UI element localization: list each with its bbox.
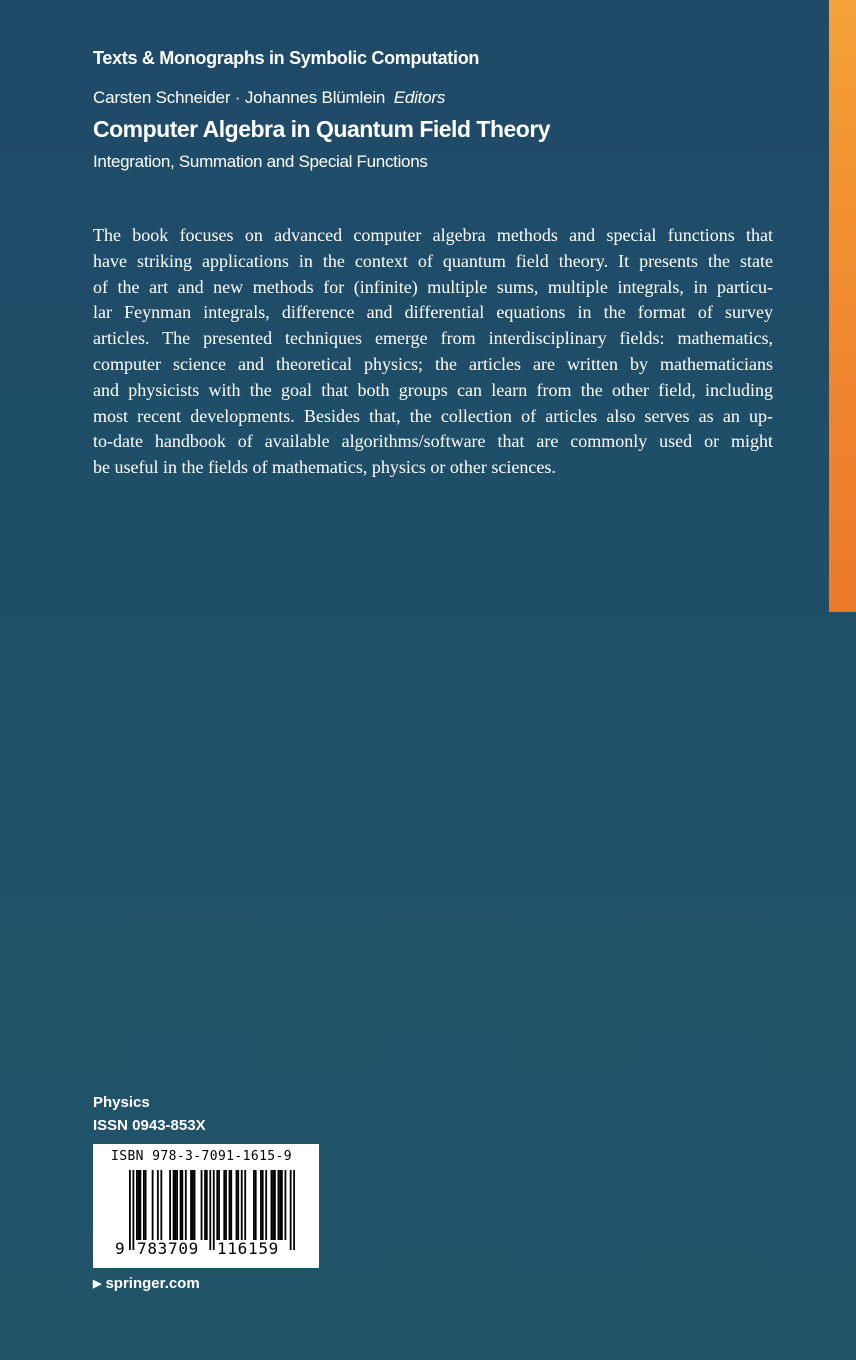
barcode-bar [244,1170,246,1240]
barcode-guard-bar [132,1170,134,1250]
blurb-line: of the art and new methods for (infinite) multiple sums, multiple integrals, in particu- [93,276,773,297]
barcode-bar [190,1170,192,1240]
barcode-bar [180,1170,182,1240]
book-subtitle: Integration, Summation and Special Functions [93,152,428,171]
barcode-bar [169,1170,171,1240]
barcode-guard-bar [213,1170,215,1250]
barcode-bar [274,1170,276,1240]
editor-names: Carsten Schneider · Johannes Blümlein [93,88,386,107]
barcode-bar [201,1170,203,1240]
orange-spine-stripe [829,0,856,612]
barcode-digits-left: 783709 [137,1239,199,1258]
barcode-bar [181,1170,183,1240]
barcode-bar [241,1170,243,1240]
barcode-bar [152,1170,154,1240]
barcode-bar [255,1170,257,1240]
barcode-bar [229,1170,231,1240]
barcode-bar [279,1170,281,1240]
play-arrow-icon: ▶ [93,1278,102,1290]
website-text: springer.com [105,1275,200,1292]
barcode-bar [173,1170,175,1240]
barcode-bar [136,1170,138,1240]
issn-label: ISSN 0943-853X [93,1117,206,1134]
barcode-bar [160,1170,162,1240]
barcode-bar [281,1170,283,1240]
barcode-bar [206,1170,208,1240]
book-description [93,223,773,481]
barcode-bars [129,1170,295,1250]
barcode-bar [176,1170,178,1240]
barcode-digit-first: 9 [115,1239,125,1258]
barcode-bar [145,1170,147,1240]
barcode-bar [236,1170,238,1240]
blurb-line: be useful in the fields of mathematics, physics or other sciences. [93,457,556,478]
blurb-line: and physicists with the goal that both groups can learn from the other field, including [93,379,773,400]
blurb-line: have striking applications in the context of quantum field theory. It presents the state [93,250,773,271]
blurb-line: lar Feynman integrals, difference and differential equations in the format of survey [93,302,773,323]
barcode-guard-bar [209,1170,211,1250]
barcode-bar [192,1170,194,1240]
book-title: Computer Algebra in Quantum Field Theory [93,116,551,142]
barcode-bar [216,1170,218,1240]
blurb-line: to-date handbook of available algorithms/software that are commonly used or might [93,431,773,452]
barcode-guard-bar [290,1170,292,1250]
barcode-guard-bar [129,1170,131,1250]
series-title: Texts & Monographs in Symbolic Computation [93,48,480,68]
barcode-digits-right: 116159 [217,1239,279,1258]
barcode-bar [138,1170,140,1240]
blurb-line: computer science and theoretical physics; the articles are written by mathematicians [93,353,773,374]
subject-label: Physics [93,1094,150,1111]
barcode-bar [253,1170,255,1240]
barcode-bar [143,1170,145,1240]
barcode-bar [262,1170,264,1240]
barcode-bar [185,1170,187,1240]
barcode-bar [271,1170,273,1240]
barcode-bar [194,1170,196,1240]
isbn-text: ISBN 978-3-7091-1615-9 [111,1149,292,1164]
publisher-website[interactable] [93,1275,200,1292]
barcode-bar [230,1170,232,1240]
editors-role: Editors [393,88,446,107]
blurb-line: The book focuses on advanced computer algebra methods and special functions that [93,225,773,245]
barcode-bar [223,1170,225,1240]
barcode-bar [174,1170,176,1240]
barcode-bar [237,1170,239,1240]
barcode-bar [265,1170,267,1240]
isbn-barcode [93,1144,319,1268]
blurb-line: most recent developments. Besides that, the collection of articles also serves as an up- [93,405,773,426]
barcode-bar [225,1170,227,1240]
barcode-bar [272,1170,274,1240]
barcode-bar [260,1170,262,1240]
barcode-bar [218,1170,220,1240]
barcode-bar [285,1170,287,1240]
editors-line [93,88,445,108]
barcode-bar [278,1170,280,1240]
barcode-guard-bar [293,1170,295,1250]
barcode-bar [157,1170,159,1240]
barcode-bar [204,1170,206,1240]
blurb-line: articles. The presented techniques emerge from interdisciplinary fields: mathematics, [93,328,773,349]
barcode-bar [139,1170,141,1240]
